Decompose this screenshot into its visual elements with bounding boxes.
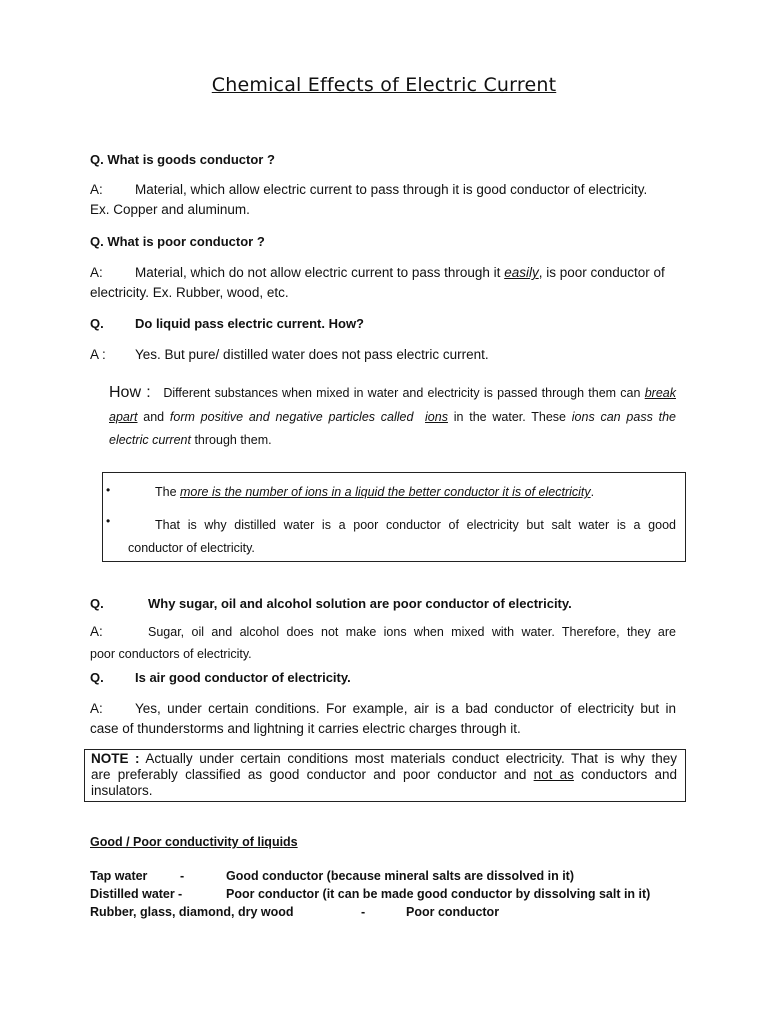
- table-cell-result: Good conductor (because mineral salts are dissolved in it): [226, 869, 575, 883]
- emphasis-pass: pass the electric current: [109, 409, 676, 447]
- bullet-text: conductor of electricity.: [128, 541, 255, 555]
- table-cell-dash: -: [180, 869, 185, 883]
- question-label: Q.: [90, 596, 104, 611]
- answer-text: Material, which allow electric current to pass through it is good conductor of electricity.: [135, 182, 648, 197]
- answer-liquid-current: [90, 345, 690, 365]
- answer-text: Sugar, oil and alcohol does not make ions when mixed with water. Therefore, they are: [148, 625, 676, 639]
- question-air: [90, 670, 351, 685]
- note-line: are preferably classified as good conductor and poor conductor and: [91, 767, 534, 782]
- bullet-text: .: [590, 485, 595, 499]
- bullet-icon: •: [106, 514, 111, 528]
- table-cell-dash: -: [178, 887, 183, 901]
- bullet-icon: •: [106, 483, 111, 497]
- how-text: through them.: [190, 433, 272, 447]
- answer-label: A :: [90, 347, 106, 362]
- emphasis-ions: ions: [425, 409, 448, 424]
- how-text: in the water. These: [447, 409, 572, 424]
- table-row: [90, 867, 710, 885]
- emphasis-break-apart: break apart: [109, 386, 676, 424]
- table-row: [90, 885, 710, 903]
- note-line: insulators.: [91, 783, 153, 798]
- answer-text: poor conductors of electricity.: [90, 647, 252, 661]
- table-cell-result: Poor conductor: [406, 905, 500, 919]
- table-cell-dash: -: [361, 905, 366, 919]
- question-poor-conductor: Q. What is poor conductor ?: [90, 234, 265, 249]
- key-points-box: [102, 472, 686, 562]
- note-label: NOTE :: [91, 751, 140, 766]
- answer-example: electricity. Ex. Rubber, wood, etc.: [90, 285, 289, 300]
- question-sugar-oil: [90, 596, 572, 611]
- question-text: Is air good conductor of electricity.: [135, 670, 351, 685]
- table-heading: Good / Poor conductivity of liquids: [90, 835, 298, 849]
- table-cell-result: Poor conductor (it can be made good conductor by dissolving salt in it): [226, 887, 651, 901]
- answer-label: A:: [90, 624, 103, 639]
- bullet-emphasis: more is the number of ions in a liquid the better conductor it is of electricity: [180, 485, 591, 499]
- table-row: [90, 903, 710, 921]
- question-label: Q.: [90, 316, 104, 331]
- answer-text: case of thunderstorms and lightning it carries electric charges through it.: [90, 721, 521, 736]
- answer-text-end: , is poor conductor of: [538, 265, 665, 280]
- page-title: Chemical Effects of Electric Current: [211, 74, 557, 96]
- question-label: Q.: [90, 670, 104, 685]
- bullet-point-2: [128, 514, 676, 560]
- answer-air: [90, 699, 676, 739]
- note-emphasis: not as: [533, 767, 574, 782]
- question-text: Do liquid pass electric current. How?: [135, 316, 364, 331]
- answer-text: Yes, under certain conditions. For example, air is a bad conductor of electricity but in: [135, 701, 676, 716]
- question-good-conductor: Q. What is goods conductor ?: [90, 152, 275, 167]
- note-line: Actually under certain conditions most materials conduct electricity. That is why they: [139, 751, 677, 766]
- conductivity-table: [90, 867, 710, 921]
- how-text: Different substances when mixed in water and electricity is passed through them can: [163, 386, 641, 400]
- emphasis-ions-can: ions can: [571, 409, 621, 424]
- question-text: Why sugar, oil and alcohol solution are poor conductor of electricity.: [148, 596, 572, 611]
- answer-example: Ex. Copper and aluminum.: [90, 202, 250, 217]
- note-box: [84, 749, 686, 802]
- answer-good-conductor: [90, 180, 690, 220]
- how-paragraph: [109, 381, 676, 453]
- answer-label: A:: [90, 265, 103, 280]
- answer-sugar-oil: [90, 621, 676, 665]
- bullet-text: That is why distilled water is a poor conductor of electricity but salt water is a good: [155, 518, 676, 532]
- answer-poor-conductor: [90, 263, 690, 303]
- answer-text: Material, which do not allow electric current to pass through it: [135, 265, 505, 280]
- note-text: [91, 751, 677, 799]
- bullet-text: The: [155, 485, 181, 499]
- table-cell-item: Distilled water: [90, 887, 175, 901]
- how-text: and: [137, 409, 170, 424]
- emphasis-form: form positive and negative particles called: [169, 409, 414, 424]
- how-label: How :: [109, 384, 151, 401]
- question-liquid-current: [90, 316, 364, 331]
- table-cell-item: Tap water: [90, 869, 148, 883]
- emphasis-easily: easily: [504, 265, 539, 280]
- answer-label: A:: [90, 701, 103, 716]
- table-cell-item: Rubber, glass, diamond, dry wood: [90, 905, 294, 919]
- answer-text: Yes. But pure/ distilled water does not pass electric current.: [135, 347, 489, 362]
- bullet-point-1: [155, 483, 675, 501]
- answer-label: A:: [90, 182, 103, 197]
- note-line: conductors and: [573, 767, 678, 782]
